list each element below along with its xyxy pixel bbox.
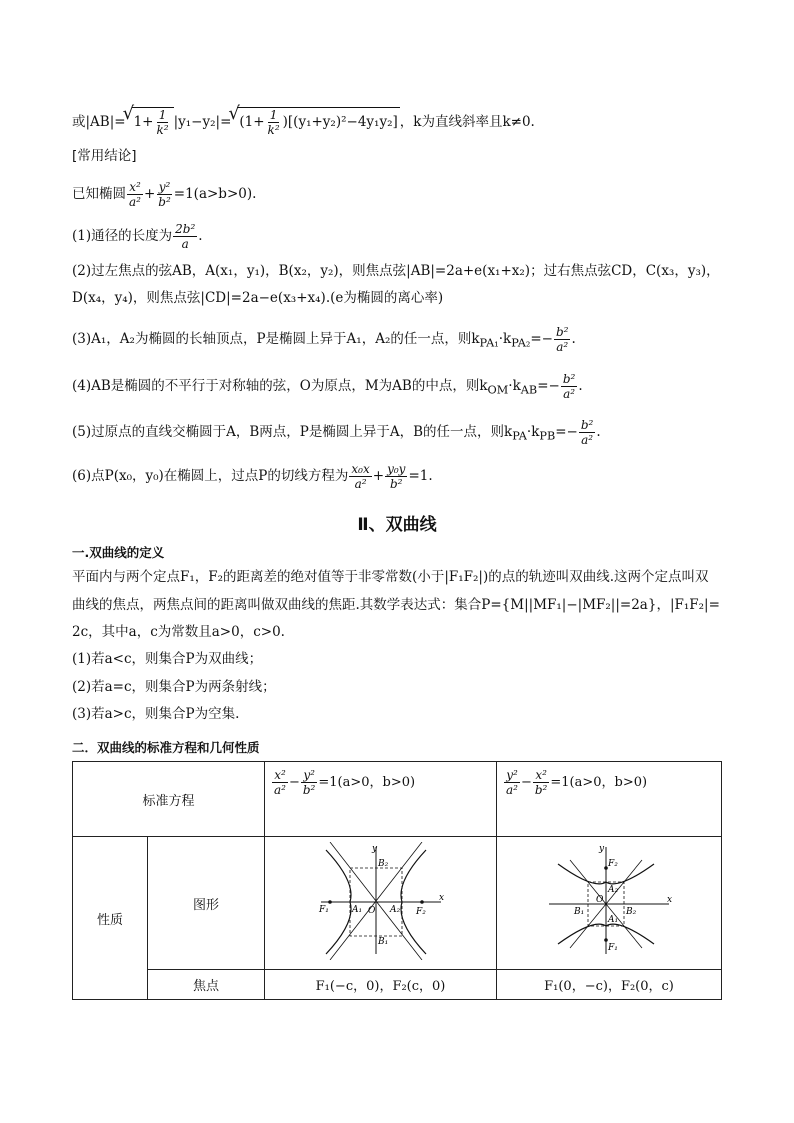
graph-horizontal <box>265 837 497 970</box>
item-5-text: (5)过原点的直线交椭圆于A，B两点，P是椭圆上异于A，B的任一点，则k <box>72 424 513 440</box>
eq-horizontal: $\frac{\text{x²}}{\text{a²}}$ − $\frac{\text{y²}}{\text{b²}}$ =1(a>0，b>0) <box>265 762 497 837</box>
formula-suffix: ，k为直线斜率且k≠0. <box>399 114 535 130</box>
svg-text:x: x <box>438 893 444 903</box>
std-eq-label: 标准方程 <box>73 762 265 837</box>
common-conclusions-label: [常用结论] <box>72 148 137 164</box>
svg-text:A₁: A₁ <box>608 915 619 925</box>
svg-text:F₂: F₂ <box>415 907 426 917</box>
item-2a: (2)过左焦点的弦AB，A(x₁，y₁)，B(x₂，y₂)，则焦点弦|AB|=2a+e(x₁+x₂)；过右焦点弦CD，C(x₃，y₃)， <box>72 263 720 279</box>
props-label: 性质 <box>73 837 148 1000</box>
svg-text:B₂: B₂ <box>626 907 637 917</box>
item-5: (5)过原点的直线交椭圆于A，B两点，P是椭圆上异于A，B的任一点，则$k_{PA}\cdot k_{PB}=-$ $\frac{\text{b²}}{\text{a²}}$ . <box>72 418 601 447</box>
graph-label: 图形 <box>148 837 265 970</box>
svg-text:F₁: F₁ <box>318 905 329 915</box>
svg-text:O: O <box>367 906 375 916</box>
svg-text:B₁: B₁ <box>377 937 388 947</box>
eq2-cond: =1(a>0，b>0) <box>550 775 648 790</box>
item-1-text: (1)通径的长度为 <box>72 228 173 244</box>
svg-text:y: y <box>371 844 377 854</box>
svg-text:F₁: F₁ <box>608 943 618 953</box>
known-text: 已知椭圆 <box>72 186 126 202</box>
focus-label: 焦点 <box>148 970 265 1000</box>
focal-chord-formula: 或|AB|=√ 1+ $\frac{1}{\text{k²}}$ |y₁−y₂|=√ (1+ $\frac{1}{\text{k²}}$ )[(y₁+y₂)²−4y₁y₂] ，k为直线斜率且k≠0. <box>72 107 535 137</box>
svg-text:x: x <box>667 895 673 905</box>
case-3: (3)若a>c，则集合P为空集. <box>72 706 240 722</box>
eq-vertical: $\frac{\text{y²}}{\text{a²}}$ − $\frac{\text{x²}}{\text{b²}}$ =1(a>0，b>0) <box>497 762 722 837</box>
item-6: (6)点P(x₀，y₀)在椭圆上，过点P的切线方程为 $\frac{\text{x₀x}}{\text{a²}}$ + $\frac{\text{y₀y}}{\text{b²}}$ =1. <box>72 462 433 491</box>
horizontal-hyperbola-graph <box>316 842 446 960</box>
known-cond: =1(a>b>0). <box>173 186 257 202</box>
item-4-text: (4)AB是椭圆的不平行于对称轴的弦，O为原点，M为AB的中点，则k <box>72 378 488 394</box>
focus-vertical: F₁(0，−c)，F₂(0，c) <box>497 970 722 1000</box>
item-3: (3)A₁，A₂为椭圆的长轴顶点，P是椭圆上异于A₁，A₂的任一点，则$k_{PA_1}\cdot k_{PA_2}=-$ $\frac{\text{b²}}{\text{a²}}$ . <box>72 325 576 354</box>
svg-text:O: O <box>596 895 604 905</box>
section-title: Ⅱ、双曲线 <box>357 515 437 535</box>
table-row <box>73 762 722 837</box>
heading-standard-form: 二．双曲线的标准方程和几何性质 <box>72 740 260 755</box>
ellipse-equation: 已知椭圆 $\frac{\text{x²}}{\text{a²}}$ + $\frac{\text{y²}}{\text{b²}}$ =1(a>b>0). <box>72 180 257 209</box>
graph-vertical <box>497 837 722 970</box>
item-3-text: (3)A₁，A₂为椭圆的长轴顶点，P是椭圆上异于A₁，A₂的任一点，则k <box>72 331 480 347</box>
svg-text:A₂: A₂ <box>389 905 400 915</box>
definition-line-1: 平面内与两个定点F₁，F₂的距离差的绝对值等于非零常数(小于|F₁F₂|)的点的轨迹叫双曲线.这两个定点叫双 <box>72 569 709 585</box>
svg-text:F₂: F₂ <box>608 859 618 869</box>
case-1: (1)若a<c，则集合P为双曲线； <box>72 651 263 667</box>
definition-line-2: 曲线的焦点，两焦点间的距离叫做双曲线的焦距.其数学表达式：集合P={M||MF₁|−|MF₂||=2a}，|F₁F₂|= <box>72 597 720 613</box>
svg-text:y: y <box>599 844 605 854</box>
table-row <box>73 837 722 970</box>
table-row <box>73 970 722 1000</box>
svg-text:A₂: A₂ <box>608 885 619 895</box>
eq1-cond: =1(a>0，b>0) <box>318 775 416 790</box>
heading-definition: 一.双曲线的定义 <box>72 545 165 560</box>
item-1: (1)通径的长度为 $\frac{\text{2b²}}{a}$ . <box>72 222 203 251</box>
hyperbola-properties-table <box>72 761 722 1000</box>
svg-text:B₂: B₂ <box>377 859 388 869</box>
focus-horizontal: F₁(−c，0)，F₂(c，0) <box>265 970 497 1000</box>
item-2b: D(x₄，y₄)，则焦点弦|CD|=2a−e(x₃+x₄).(e为椭圆的离心率) <box>72 290 444 306</box>
formula-prefix: 或|AB|= <box>72 114 126 130</box>
case-2: (2)若a=c，则集合P为两条射线； <box>72 679 276 695</box>
svg-text:A₁: A₁ <box>351 905 362 915</box>
item-4: (4)AB是椭圆的不平行于对称轴的弦，O为原点，M为AB的中点，则$k_{OM}\cdot k_{AB}=-$ $\frac{\text{b²}}{\text{a²}}$ . <box>72 372 583 401</box>
definition-line-3: 2c，其中a，c为常数且a>0，c>0. <box>72 624 285 640</box>
item-6-text: (6)点P(x₀，y₀)在椭圆上，过点P的切线方程为 <box>72 468 349 484</box>
vertical-hyperbola-graph <box>544 842 674 960</box>
svg-text:B₁: B₁ <box>574 907 585 917</box>
